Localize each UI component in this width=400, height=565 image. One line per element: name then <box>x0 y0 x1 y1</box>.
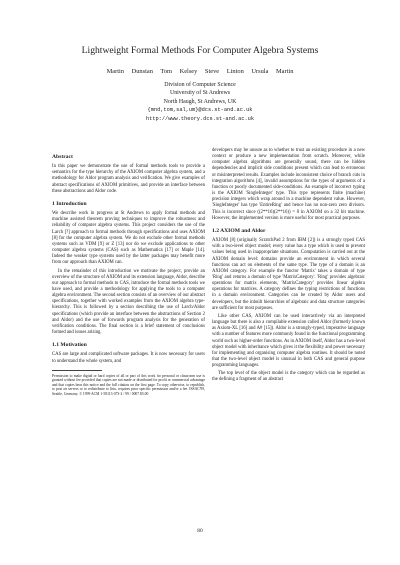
section-1-1-heading: 1.1 Motivation <box>52 342 87 349</box>
author-list: Martin Dunstan Tom Kelsey Steve Linton Ursula Martin <box>106 68 294 75</box>
affiliation-address: North Haugh, St Andrews, UK <box>163 98 237 105</box>
page-number: 80 <box>197 528 203 534</box>
abstract-text: In this paper we demonstrate the use of formal methods tools to provide a semantics for the type hierarchy of the AXIOM computer algebra system, and a methodology for Aldor program analysis and verification. We give examples of abstract specifications of AXIOM primitives, and provide an interface between these abstractions and Aldor code. <box>52 164 205 194</box>
right-column <box>212 148 365 386</box>
affiliation-website: http://www.theory.dcs.st-and.ac.uk <box>145 115 255 122</box>
affiliation-dept: Division of Computer Science <box>164 82 236 88</box>
section-1-paragraph-2: In the remainder of this introduction we motivate the project, provide an overview of the structure of AXIOM and its extension language, Aldor, describe our approach to formal methods to CAS, introduce the formal methods tools we have used, and provide a methodology for applying the tools to a computer algebra environment. The second section consists of an overview of our abstract specifications, together with worked examples from the AXIOM algebra type-hierarchy. This is followed by a section describing the use of Larch/Aldor specifications (which provide an interface between the abstractions of Section 2 and Aldor) and the use of forwards program analysis for the generation of verification conditions. The final section is a brief statement of conclusions formed and issues arising. <box>52 268 205 336</box>
affiliation-email: {mnd,tom,sal,um}@dcs.st-and.ac.uk <box>147 107 253 114</box>
left-column <box>52 148 205 397</box>
section-1-heading: 1 Introduction <box>52 200 87 207</box>
affiliation-block <box>0 81 400 123</box>
abstract-heading: Abstract <box>52 154 73 160</box>
section-1-2-heading: 1.2 AXIOM and Aldor <box>212 227 266 234</box>
affiliation-university: University of St Andrews <box>169 90 231 97</box>
section-1-2-paragraph-2: Like other CAS, AXIOM can be used interactively via an interpreted language but there is also a compilable extension called Aldor (formerly known as Axiom-XL [16] and A# [15]). Aldor is a strongly-typed, imperative language with a number of features more commonly found in the functional programming world such as higher-order functions. As in AXIOM itself, Aldor has a two-level object model with inheritance which gives it the flexibility and power necessary for implementing and organising computer algebra routines. It should be noted that the two-level object model is unusual in both CAS and general purpose programming languages. <box>212 313 365 369</box>
section-1-2-paragraph-3: The top level of the object model is the category which can be regarded as the defining a fragment of an abstract <box>212 371 365 383</box>
section-1-1-paragraph-continued: developers may be unsure as to whether to trust an existing procedure in a new context or produce a new implementation from scratch. Moreover, while computer algebra algorithms are generally sound, there can be hidden dependencies and implicit side conditions present which can lead to erroneous or misinterpreted results. Examples include inconsistent choice of branch cuts in integration algorithms [4], invalid assumptions for the types of arguments of a function or poorly documented side-conditions. An example of incorrect typing is the AXIOM 'SingleInteger' type. This type represents finite (machine) precision integers which wrap around in a machine dependent value. However, 'SingleInteger' has type 'EntireRing' and hence has no non-zero zero divisors. This is incorrect since ((2**16)(2**16)) = 0 in AXIOM on a 32 bit machine. However, the implemented version is more useful for most practical purposes. <box>212 148 365 221</box>
footnote-divider <box>52 370 102 371</box>
section-1-1-paragraph-1: CAS are large and complicated software packages. It is now necessary for users to understand the whole system, and <box>52 352 205 364</box>
section-1-2-paragraph-1: AXIOM [8] (originally ScratchPad 2 from IBM [2]) is a strongly typed CAS with a two-level object model; every value has a type which is used to prevent values being used in inappropriate situations. Computation is carried out at the AXIOM domain level: domains provide an environment in which several functions can act on elements of the same type. The type of a domain is an AXIOM category. For example the functor 'Matrix' takes a domain of type 'Ring' and returns a domain of type 'MatrixCategory'. 'Ring' provides algebraic operations for matrix elements, 'MatrixCategory' provides linear algebra operations for matrices. A category defines the typing restrictions of functions in a domain environment. Categories can be created by Aldor users and developers, but the inbuilt hierarchies of algebraic and data structure categories are sufficient for most purposes. <box>212 238 365 311</box>
section-1-paragraph-1: We describe work in progress at St Andrews to apply formal methods and machine assisted theorem proving techniques to improve the robustness and reliability of computer algebra systems. This project considers the use of the Larch [?] approach to formal methods through specifications and uses AXIOM [8] for the computer algebra system. We do not exclude other formal methods systems such as VDM [9] or Z [13] nor do we exclude applications to other computer algebra systems (CAS) such as Mathematica [17] or Maple [14]. Indeed the weaker type systems used by the latter packages may benefit more from our approach than AXIOM can. <box>52 211 205 266</box>
paper-title: Lightweight Formal Methods For Computer Algebra Systems <box>81 45 319 56</box>
copyright-footnote: Permission to make digital or hard copies of all or part of this work for personal or classroom use is granted without fee provided that copies are not made or distributed for profit or commercial advantage and that copies bear this notice and the full citation on the first page. To copy otherwise, to republish, to post on servers or to redistribute to lists, requires prior specific permission and/or a fee. ISSAC'99, Seattle, Germany. © 1999 ACM 1-58113-073-2 / 99 / 0007 $5.00 <box>52 373 205 397</box>
